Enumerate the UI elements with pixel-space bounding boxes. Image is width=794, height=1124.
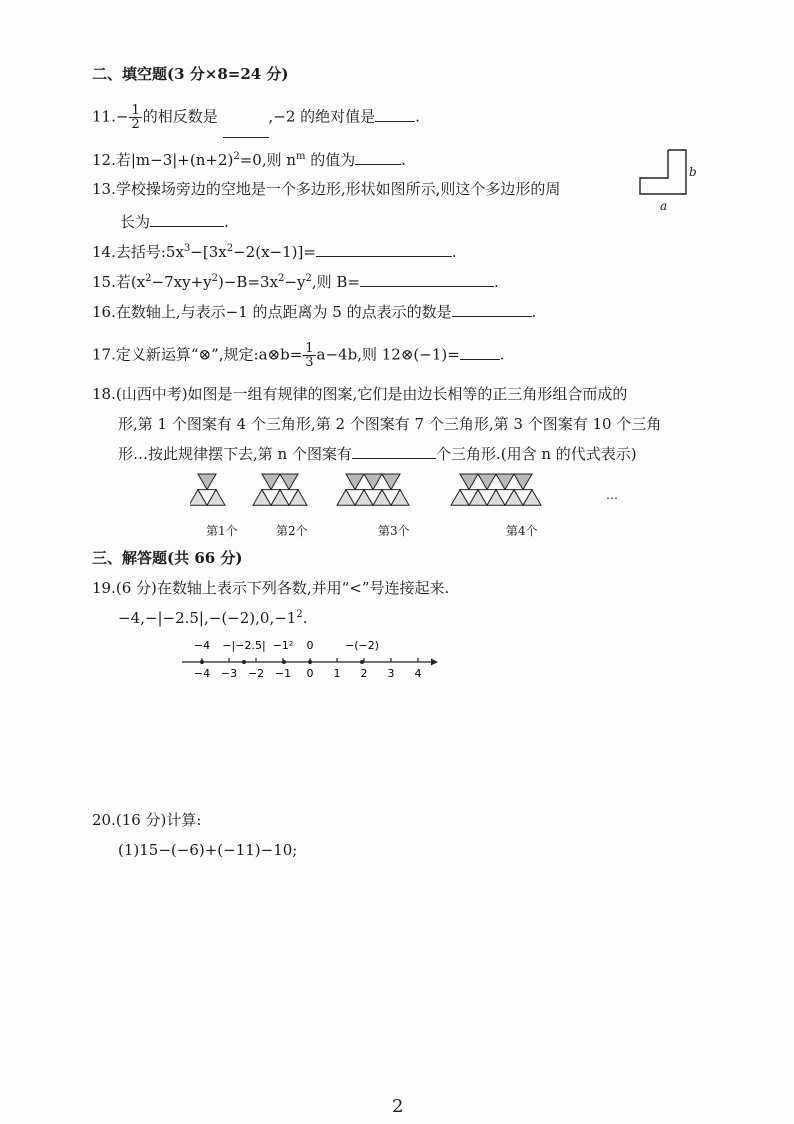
q15-sup3: 2 [278,273,285,284]
question-18-line2: 形,第 1 个图案有 4 个三角形,第 2 个图案有 7 个三角形,第 3 个图案有 10 个三角 [118,415,662,433]
q13-line2-text: 长为 [120,213,151,231]
pattern-ellipsis: … [606,488,618,502]
point-minus-4 [200,660,204,664]
q15-text2: −7xy+y [151,273,212,291]
tick-label: −2 [247,667,265,680]
q19-numbers: −4,−|−2.5|,−(−2),0,−1 [118,609,297,627]
question-18-line3 [118,444,637,464]
point-zero [308,660,312,664]
q15-sup4: 2 [305,273,312,284]
section-3-title: 三、解答题(共 66 分) [92,549,243,567]
l-shape-polygon-figure [636,146,694,202]
upper-triangle [514,474,532,490]
q12-sup1: 2 [233,151,240,162]
q17-answer-blank[interactable] [460,345,500,360]
q17-frac-den: 3 [305,355,314,370]
q12-answer-blank[interactable] [355,150,401,165]
q11-frac-num: 1 [131,103,140,118]
upper-triangle [478,474,496,490]
q11-answer-blank-2[interactable] [375,107,415,122]
q19-end: . [302,609,308,627]
question-11 [92,104,420,131]
q12-text1: 12.若|m−3|+(n+2) [92,151,234,169]
question-19-line2 [118,608,307,628]
point-minus-2.5 [242,660,246,664]
tick-label: −3 [220,667,238,680]
tick-label: 3 [387,667,395,680]
upper-triangle [364,474,382,490]
question-20-line2: (1)15−(−6)+(−11)−10; [118,841,298,859]
label-above-minus-abs-2.5: −|−2.5| [222,639,266,652]
q11-minus: − [115,107,129,126]
number-line-arrow [431,659,438,666]
question-13-line1: 13.学校操场旁边的空地是一个多边形,形状如图所示,则这个多边形的周 [92,180,561,198]
q11-fraction [129,104,141,131]
q15-text3: )−B=3x [218,273,279,291]
upper-triangle [346,474,364,490]
upper-triangle [496,474,514,490]
question-18-line1: 18.(山西中考)如图是一组有规律的图案,它们是由边长相等的正三角形组合而成的 [92,385,628,403]
q15-text4: −y [284,273,306,291]
tick-label: −1 [274,667,292,680]
q17-frac-num: 1 [305,341,314,356]
q14-text2: −[3x [190,243,227,261]
question-14 [92,242,457,262]
q14-sup1: 3 [183,243,191,254]
q15-text5: ,则 B= [311,273,360,291]
q17-end: . [499,345,505,364]
label-above-zero: 0 [306,639,314,652]
page-number: 2 [392,1096,404,1117]
question-19-line1: 19.(6 分)在数轴上表示下列各数,并用“<”号连接起来. [92,579,450,597]
figure-label-b: b [689,165,697,179]
q16-text: 16.在数轴上,与表示−1 的点距离为 5 的点表示的数是 [92,303,452,321]
q18-line3b: 个三角形.(用含 n 的代式表示) [435,445,637,463]
question-15 [92,272,499,292]
q12-text3: 的值为 [305,151,356,169]
label-above-minus-4: −4 [193,639,211,652]
label-above-minus-minus-2: −(−2) [344,639,380,652]
q13-end: . [224,213,229,231]
pattern-label-4: 第4个 [506,524,538,538]
q12-sup2: m [296,151,306,162]
q16-answer-blank[interactable] [452,302,532,317]
q11-text2: ,−2 的绝对值是 [268,107,376,126]
q18-answer-blank[interactable] [352,444,436,459]
triangle-pattern-figure [190,470,630,520]
l-shape-outline [640,150,686,194]
q17-text1: 17.定义新运算“⊗”,规定:a⊗b= [92,345,303,364]
q11-frac-den: 2 [131,117,140,132]
q11-number: 11. [92,107,116,126]
tick-label: 0 [306,667,314,680]
upper-triangle [382,474,400,490]
question-13-line2 [120,212,229,232]
q15-end: . [493,273,499,291]
q14-text1: 14.去括号:5x [92,243,184,261]
figure-label-a: a [660,199,668,213]
point-2 [360,660,364,664]
q19-sup: 2 [296,609,303,620]
point-minus-1 [282,660,286,664]
question-16 [92,302,536,322]
q15-sup2: 2 [211,273,219,284]
section-2-title: 二、填空题(3 分×8=24 分) [92,65,289,83]
upper-triangle [262,474,280,490]
q11-answer-blank-1[interactable] [223,123,269,138]
question-20-line1: 20.(16 分)计算: [92,811,202,829]
q14-answer-blank[interactable] [316,242,452,257]
q12-text2: =0,则 n [239,151,297,169]
q12-end: . [401,151,407,169]
tick-label: 4 [414,667,422,680]
question-17 [92,342,505,369]
q17-text2: a−4b,则 12⊗(−1)= [316,345,460,364]
tick-label: −4 [193,667,211,680]
number-line [176,636,446,682]
q17-fraction [303,342,315,369]
q15-text1: 15.若(x [92,273,146,291]
q16-end: . [531,303,537,321]
q15-answer-blank[interactable] [360,272,494,287]
q11-text1: 的相反数是 [142,107,218,126]
q14-text3: −2(x−1)]= [233,243,316,261]
upper-triangle [460,474,478,490]
q18-line3a: 形…按此规律摆下去,第 n 个图案有 [118,445,352,463]
q14-sup2: 2 [226,243,234,254]
tick-label: 1 [333,667,341,680]
upper-triangle [280,474,298,490]
pattern-label-3: 第3个 [378,524,410,538]
upper-triangle [198,474,216,490]
q13-answer-blank[interactable] [150,212,224,227]
q11-end: . [415,107,420,126]
q14-end: . [451,243,457,261]
tick-label: 2 [360,667,368,680]
pattern-label-2: 第2个 [276,524,308,538]
pattern-label-1: 第1个 [206,524,238,538]
label-above-minus-1-squared: −1² [272,639,294,652]
q15-sup1: 2 [145,273,152,284]
question-12 [92,150,406,170]
